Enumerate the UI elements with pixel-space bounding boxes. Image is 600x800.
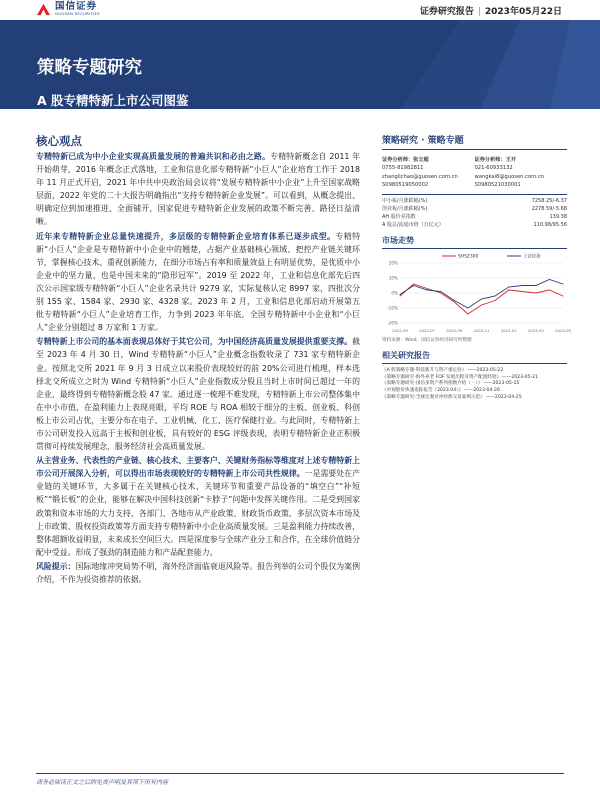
guosen-logo-mark-icon [36, 2, 51, 17]
paragraph-text: 截至 2023 年 4 月 30 日，Wind 专精特新“小巨人”企业概念指数收录了 731 家专精特新企业。按照北交所 2021 年 9 月 3 日成立以来股价表现较好的前 20%公司进行梳理，样本选择北交所成立之时为 Wind 专精特新“小巨人”企业指数成分股且当时上市时间已超过一年的企业，最终得到专精特新概念股 47 家。通过逐一梳理不难发现，专精特新上市公司整体集中在中小市值，在盈利能力上表现亮眼，平均 ROE 与 ROA 相较于细分的主板、创业板、科创板上市公司占优，主要分布在电子、工业机械、化工、医疗保健行业。与此同时，专精特新上市公司研发投入远高于主板和创业板，具有较好的 ESG 评级表现，表明专精特新企业正积极贯彻可持续发展理念，服务经济社会高质量发展。 [36, 337, 360, 452]
logo-english-name: GUOSEN SECURITIES [55, 11, 100, 17]
chart-section-title: 市场走势 [382, 235, 567, 249]
y-tick-label: -20% [387, 320, 398, 326]
data-point [454, 300, 455, 301]
data-point [467, 313, 468, 314]
x-tick-label: 2023-01 [500, 327, 517, 333]
analyst-phone: 021-60933132 [474, 165, 513, 172]
related-reports [382, 350, 567, 402]
market-row-label: 中小板/月涨跌幅(%) [382, 198, 428, 205]
sidebar-title: 策略研究 · 策略专题 [382, 133, 567, 150]
paragraph-highlight: 专精特新已成为中小企业实现高质量发展的普遍共识和必由之路。 [36, 152, 271, 161]
page-header [0, 0, 600, 20]
related-report-title[interactable]: 《策略专题研究-海外养老 FOF 发展历程及资产配置经验》 [382, 374, 502, 380]
related-report-date: ——2023-05-15 [483, 381, 520, 387]
market-row-value: 2278.59/-5.68 [531, 206, 567, 213]
list-item[interactable] [382, 368, 567, 375]
market-row-label: A 股总/流通市值（万亿元） [382, 221, 444, 228]
market-row-label: 创业板/月涨跌幅(%) [382, 206, 428, 213]
data-point [400, 294, 401, 295]
data-point [413, 285, 414, 286]
data-point [563, 283, 564, 284]
table-row [382, 214, 567, 222]
data-point [427, 289, 428, 290]
guosen-logo [36, 0, 132, 18]
analyst-cert: S0980519050002 [382, 181, 429, 188]
paragraph-highlight: 专精特新上市公司的基本面表现总体好于其它公司，为中国经济高质量发展提供重要支撑。 [36, 337, 353, 347]
related-report-title[interactable]: 《中观股价快速追踪报告（2023.04）》 [382, 388, 464, 394]
data-point [535, 292, 536, 293]
market-trend-chart [382, 251, 571, 335]
series-line-shanghai-composite [400, 279, 563, 308]
analyst-email[interactable]: zhanglichao@guosen.com.cn [382, 173, 458, 180]
paragraph-text: 专精特新“小巨人”企业是专精特新中小企业中的翘楚，占据产业基础核心领域、把控产业链关键环节，掌握核心技术、重视创新能力，在细分市场占有率和质量效益上有明显优势，是优质中小企业中的坚力量，也是中国未来的“隐形冠军”。2019 至 2022 年，工业和信息化部先后四次公示国家级专精特新“小巨人”企业名录共计 9279 家，实际复核认定 8997 家，四批次分别 155 家、1584 家、2930 家、4328 家。2023 年 2 月，工业和信息化部启动开展第五批专精特新“小巨人”企业培育工作，力争到 2023 年年底，全国专精特新中小企业和“小巨人”企业分别超过 8 万家和 1 万家。 [36, 231, 360, 333]
data-point [495, 300, 496, 301]
data-point [495, 295, 496, 296]
table-row [382, 198, 567, 206]
data-point [440, 291, 441, 292]
report-title: 策略专题研究 [37, 58, 142, 78]
data-point [427, 288, 428, 289]
list-item[interactable] [382, 388, 567, 395]
table-row [382, 206, 567, 214]
analyst-cert: S0980521030001 [474, 181, 521, 188]
market-row-value: 110.98/95.56 [533, 221, 567, 228]
analyst-phone: 0755-81982811 [382, 165, 424, 172]
table-row [382, 222, 567, 230]
related-report-date: ——2023-04-25 [485, 395, 522, 400]
market-trend-chart-svg [382, 251, 571, 335]
analyst-name: 证券分析师：王开 [474, 157, 517, 163]
data-point [413, 283, 414, 284]
report-date: 2023年05月22日 [484, 7, 562, 17]
related-report-date: ——2023-04-26 [464, 388, 500, 394]
paragraph-highlight: 近年来专精特新企业总量快速提升，多层级的专精特新企业培育体系已逐步成型。 [36, 231, 336, 241]
paragraph-3 [36, 335, 360, 453]
chart-source: 资料来源：Wind、国信证券经济研究所整理 [382, 337, 472, 343]
legend-label: 上证综指 [523, 254, 541, 260]
list-item[interactable] [382, 395, 567, 402]
report-subtitle: A 股专精特新上市公司图鉴 [37, 93, 189, 108]
paragraph-4 [36, 454, 360, 559]
analyst-card [382, 156, 475, 189]
paragraph-highlight: 从主营业务、代表性的产业链、核心技术、主要客户、关键财务指标等维度对上述专精特新上市公司开展深入分析，可以得出市场表现较好的专精特新上市公司共性规律。 [36, 456, 360, 479]
y-tick-label: -10% [387, 305, 398, 311]
paragraph-highlight: 风险提示： [36, 561, 76, 571]
related-report-title[interactable]: 《A 股策略专题-科技新升与资产重定价》 [382, 367, 467, 373]
data-point [467, 307, 468, 308]
related-reports-title: 相关研究报告 [382, 350, 567, 364]
logo-chinese-name: 国信证券 [55, 0, 98, 12]
analyst-name: 证券分析师：张立超 [382, 157, 429, 163]
x-tick-label: 2023-05 [555, 327, 571, 333]
market-row-value: 139.38 [549, 214, 567, 220]
market-row-value: 7258.25/-6.37 [531, 198, 567, 205]
banner-decoration-icon [340, 20, 600, 109]
x-tick-label: 2022-11 [473, 327, 490, 333]
related-report-list [382, 368, 567, 402]
data-point [535, 285, 536, 286]
report-type: 证券研究报告 [419, 7, 474, 17]
legend-label: SHSZ300 [458, 254, 479, 260]
market-row-label: AH 股价差指数 [382, 214, 416, 220]
data-point [522, 291, 523, 292]
y-tick-label: 10% [388, 275, 398, 281]
y-tick-label: 20% [388, 260, 398, 266]
footer-disclaimer: 请务必阅读正文之后的免责声明及其项下所有内容 [36, 773, 564, 786]
y-tick-label: 0% [391, 290, 398, 296]
data-point [563, 295, 564, 296]
data-point [549, 279, 550, 280]
data-point [549, 289, 550, 290]
data-point [508, 286, 509, 287]
data-point [481, 298, 482, 299]
paragraph-text: 国际地缘冲突局势不明，海外经济面临衰退风险等。报告列举的公司个股仅为案例介绍，不作为投资推荐的依据。 [36, 561, 360, 584]
x-tick-label: 2023-03 [527, 327, 544, 333]
data-point [454, 301, 455, 302]
paragraph-2 [36, 230, 360, 335]
related-report-date: ——2023-05-22 [467, 367, 504, 373]
related-report-title[interactable]: 《策略专题研究-全球宏观对冲经典交易案例示范》 [382, 395, 485, 400]
x-tick-label: 2022-05 [392, 327, 408, 333]
related-report-date: ——2023-05-21 [502, 374, 539, 380]
section-title-core-views: 核心观点 [36, 134, 82, 148]
related-report-title[interactable]: 《策略专题研究-国信多资产系列指数介绍（一）》 [382, 381, 483, 387]
analyst-info [382, 156, 567, 189]
data-point [508, 289, 509, 290]
paragraph-text: 一是需要处在产业链的关键环节，大多属于在关键核心技术、关键环节和重要产品设备的“填空白”“补短板”“锻长板”的企业，能够在解决中国科技创新“卡脖子”问题中发挥关键作用。二是受到国家政策和资本市场的大力支持，各部门、各地市从产业政策、财政货币政策、多层次资本市场及上市政策、股权投资政策等方面支持专精特新中小企业高质量发展。三是盈利能力持续改善，整体超额收益明显，未来成长空间巨大。四是深度参与全球产业分工和合作，在全球价值链分配中受益。形成了强劲的制造能力和产品配套能力。 [36, 469, 360, 557]
data-point [440, 292, 441, 293]
analyst-card [475, 156, 568, 189]
risk-warning [36, 560, 360, 586]
market-data-table [382, 194, 567, 230]
analyst-email[interactable]: wangkai8@guosen.com.cn [474, 173, 544, 180]
data-point [400, 295, 401, 296]
title-banner [0, 20, 600, 109]
paragraph-1 [36, 150, 360, 229]
paragraph-text: 专精特新概念自 2011 年开始萌芽，2016 年概念正式落地，工业和信息化部专精特新“小巨人”企业培育工作于 2018 年 11 月正式开启，2021 年中共中央政治局会议将“发展专精特新中小企业”上升至国家战略层面，2022 年党的二十大报告明确指出“支持专精特新企业发展”。可以看到，从概念提出、明确定位到加速推进、全面铺开，国家促进专精特新企业发展的政策不断完善、路径日益清晰。 [36, 152, 360, 227]
core-views-body [36, 150, 360, 587]
sidebar [382, 133, 571, 402]
data-point [481, 304, 482, 305]
data-point [522, 285, 523, 286]
x-tick-label: 2022-07 [419, 327, 436, 333]
report-meta: 证券研究报告 | 2023年05月22日 [419, 7, 562, 17]
x-tick-label: 2022-09 [446, 327, 463, 333]
